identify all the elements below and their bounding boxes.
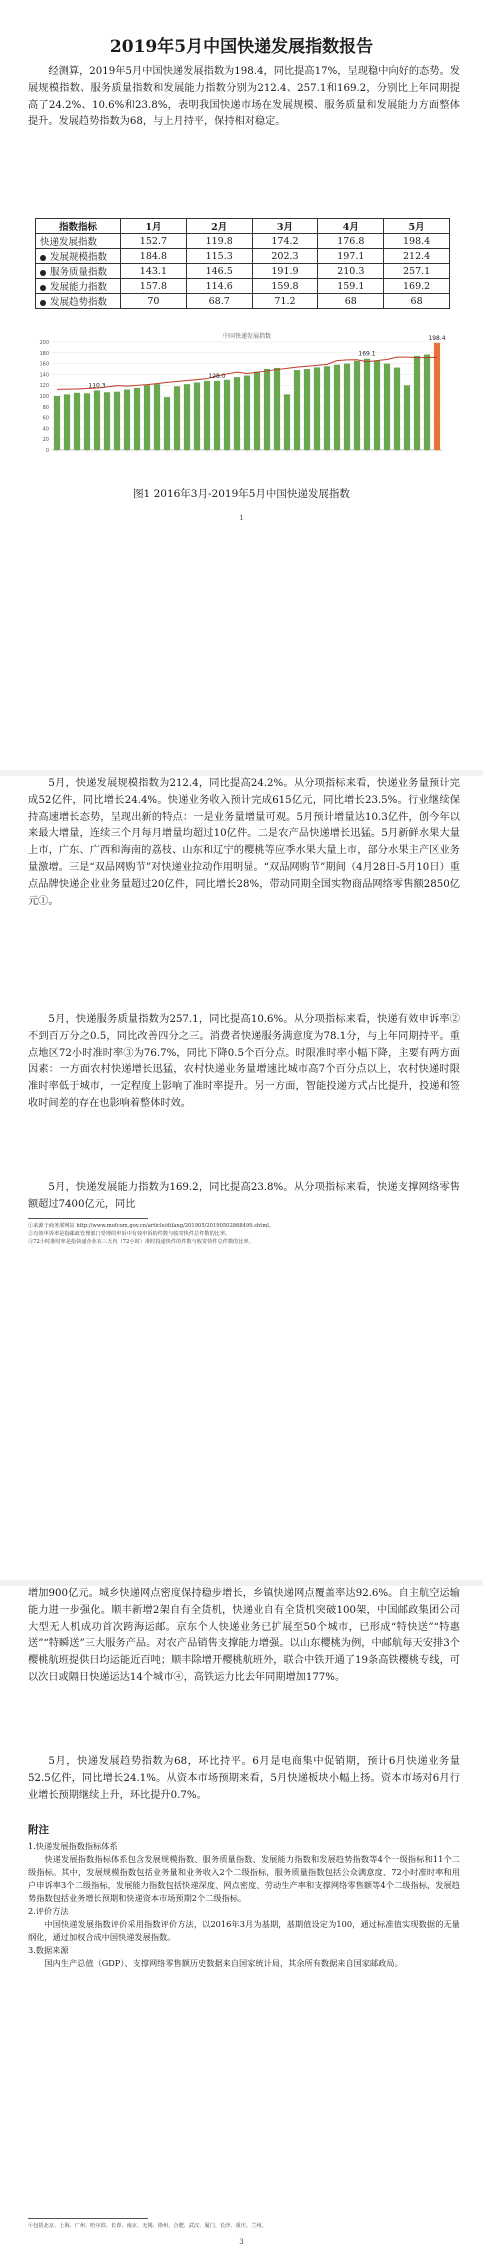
chart-bar [204, 381, 210, 450]
index-value-cell: 257.1 [384, 264, 450, 279]
index-value-cell: 159.1 [318, 279, 384, 294]
index-table-row [36, 249, 450, 264]
chart-bar [284, 394, 290, 450]
intro-paragraph: 经测算，2019年5月中国快递发展指数为198.4，同比提高17%，呈现稳中向好的态势。发展规模指数、服务质量指数和发展能力指数分别为212.4、257.1和169.2，分别比上年同期提高了24.2%、10.6%和23.8%，表明我国快递市场在发展规模、服务质量和发展能力方面整体提升。发展趋势指数为68，与上月持平，保持相对稳定。 [28, 66, 460, 128]
figure-caption: 图1 2016年3月-2019年5月中国快递发展指数 [133, 488, 350, 500]
quality-paragraph: 5月，快递服务质量指数为257.1，同比提高10.6%。从分项指标来看，快递有效申诉率②不到百万分之0.5，同比改善四分之三。消费者快递服务满意度为78.1分，与上年同期持平。重点地区72小时准时率③为76.7%，同比下降0.5个百分点。时限准时率小幅下降，主要有两方面因素：一方面农村快递增长迅猛，农村快递业务量增速比城市高7个百分点以上，农村快递时限准时率低于城市，一定程度上影响了准时率提升。另一方面，智能投递方式占比提升，投递和签收时间差的存在也影响着整体时效。 [28, 1014, 460, 1109]
footnote-4: ④包括北京、上海、广州、哈尔滨、长春、南京、无锡、徐州、合肥、武汉、厦门、长沙、重庆、兰州。 [28, 2223, 267, 2229]
chart-bar [324, 366, 330, 450]
chart-bar [374, 361, 380, 450]
chart-bar [364, 359, 370, 450]
index-value-cell: 71.2 [252, 294, 318, 309]
y-tick-label: 180 [39, 350, 49, 357]
index-value-cell: 68 [384, 294, 450, 309]
index-value-cell: 146.5 [186, 264, 252, 279]
bullet-icon [40, 300, 46, 306]
report-page-2 [0, 776, 483, 1580]
capability-paragraph: 5月，快递发展能力指数为169.2，同比提高23.8%。从分项指标来看，快递支撑网络零售额超过7400亿元，同比 [28, 1182, 460, 1210]
chart-bar [344, 364, 350, 450]
index-name-cell [36, 294, 121, 309]
chart-bar [394, 368, 400, 450]
chart-bar [404, 385, 410, 450]
appendix-body [28, 1840, 460, 1970]
index-value-cell: 210.3 [318, 264, 384, 279]
chart-bar [424, 355, 430, 450]
report-page-1 [0, 0, 483, 770]
chart-bar [114, 392, 120, 450]
chart-bar [234, 377, 240, 450]
data-label: 198.4 [428, 334, 446, 342]
index-value-cell: 191.9 [252, 264, 318, 279]
chart-bar [134, 388, 140, 450]
chart-bar [264, 369, 270, 450]
page-number: 3 [239, 2238, 244, 2246]
index-value-cell: 68.7 [186, 294, 252, 309]
y-tick-label: 100 [39, 394, 49, 400]
index-table-header [36, 219, 450, 234]
index-name: 快递发展指数 [40, 237, 98, 248]
index-value-cell: 198.4 [384, 234, 450, 249]
capability-continued-paragraph: 增加900亿元。城乡快递网点密度保持稳步增长，乡镇快递网点覆盖率达92.6%。自主航空运输能力进一步强化。顺丰新增2架自有全货机，快递业自有全货机突破100架，中国邮政集团公司大型无人机成功首次跨海运邮。京东个人快递业务已扩展至50个城市，已形成“特快送”“特惠送”“特瞬送”三大服务产品。对农产品销售支撑能力增强。以山东樱桃为例，中邮航每天安排3个樱桃航班提供日均运能近百吨；顺丰除增开樱桃航班外，联合中铁开通了19条高铁樱桃专线，可以次日或隔日快递运达14个城市④，高铁运力比去年同期增加177%。 [28, 1588, 460, 1683]
index-value-cell: 202.3 [252, 249, 318, 264]
appendix-paragraph: 国内生产总值（GDP）、支撑网络零售额历史数据来自国家统计局，其余所有数据来自国家邮政局。 [44, 1958, 403, 1968]
chart-bar [164, 397, 170, 450]
chart-bar [174, 386, 180, 450]
header-indicator: 指数指标 [36, 219, 121, 234]
index-table [35, 218, 450, 309]
header-mar: 3月 [252, 219, 318, 234]
chart-bar [184, 384, 190, 450]
index-name: 发展趋势指数 [50, 297, 108, 308]
index-value-cell: 68 [318, 294, 384, 309]
index-value-cell: 157.8 [121, 279, 187, 294]
y-tick-label: 200 [39, 340, 49, 346]
index-name-cell [36, 234, 121, 249]
footnote-rule [28, 1218, 148, 1219]
footnote-rule [28, 2218, 148, 2219]
y-tick-label: 0 [45, 448, 49, 454]
data-label: 128.0 [208, 372, 226, 380]
chart-bar [304, 369, 310, 450]
y-tick-label: 120 [39, 383, 49, 390]
header-may: 5月 [384, 219, 450, 234]
chart-bar [64, 394, 70, 450]
report-title: 2019年5月中国快递发展指数报告 [109, 37, 374, 57]
index-value-cell: 143.1 [121, 264, 187, 279]
index-table-row [36, 279, 450, 294]
scale-paragraph: 5月，快递发展规模指数为212.4，同比提高24.2%。从分项指标来看，快递业务量预计完成52亿件，同比增长24.4%。快递业务收入预计完成615亿元，同比增长23.5%。行业继续保持高速增长态势，呈现出新的特点：一是业务量增量可观。5月预计增量达10.3亿件，创今年以来最大增量，连续三个月每月增量均超过10亿件。二是农产品快递增长迅猛。5月新鲜水果大量上市，广东、广西和海南的荔枝、山东和辽宁的樱桃等应季水果大量上市，部分水果主产区业务量激增。三是“双品网购节”对快递业拉动作用明显。“双品网购节”期间（4月28日-5月10日）重点品牌快递企业业务量超过20亿件，同比增长28%，带动同期全国实物商品网络零售额2850亿元①。 [28, 778, 460, 907]
chart-bar [334, 365, 340, 450]
chart-bar [124, 390, 130, 450]
y-tick-label: 160 [39, 361, 49, 368]
index-value-cell: 159.8 [252, 279, 318, 294]
bullet-icon [40, 255, 46, 261]
chart-bar [384, 364, 390, 450]
trend-paragraph: 5月，快递发展趋势指数为68，环比持平。6月是电商集中促销期，预计6月快递业务量52.5亿件，同比增长24.1%。从资本市场预期来看，5月快递板块小幅上扬。资本市场对6月行业增长预期继续上升，环比提升0.7%。 [28, 1756, 460, 1801]
index-name: 发展规模指数 [50, 252, 108, 263]
page-number: 1 [239, 514, 244, 522]
index-value-cell: 174.2 [252, 234, 318, 249]
chart-bar [434, 343, 440, 450]
chart-bar [244, 375, 250, 450]
y-tick-label: 40 [42, 426, 49, 433]
chart-bar [154, 384, 160, 450]
appendix-paragraph: 快递发展指数指标体系包含发展规模指数、服务质量指数、发展能力指数和发展趋势指数等4个一级指标和11个二级指标。其中，发展规模指数包括业务量和业务收入2个二级指标，服务质量指数包括公众满意度、72小时准时率和用户申诉率3个二级指标，发展能力指数包括快递深度、网点密度、劳动生产率和支撑网络零售额等4个二级指标，发展趋势指数包括业务增长预期和快递资本市场预期2个二级指标。 [28, 1854, 460, 1903]
chart-bar [94, 390, 100, 450]
index-table-row [36, 264, 450, 279]
chart-bar [254, 372, 260, 450]
appendix-heading: 2.评价方法 [28, 1906, 69, 1916]
data-label: 110.3 [88, 382, 106, 390]
chart-bar [144, 385, 150, 450]
index-value-cell: 184.8 [121, 249, 187, 264]
chart-bar [224, 380, 230, 450]
index-name: 服务质量指数 [50, 267, 108, 278]
index-value-cell: 119.8 [186, 234, 252, 249]
y-tick-label: 60 [42, 415, 49, 422]
chart-bar [294, 370, 300, 450]
index-value-cell: 114.6 [186, 279, 252, 294]
footnote-1: ①来源于商务部网站 http://www.mofcom.gov.cn/article/difang/201905/20190502868499.shtml。 [28, 1223, 275, 1229]
footnote-3: ③72小时准时率是指快递企业在三天内（72小时）准时投递快件的件数与收寄快件总件数的比率。 [28, 1239, 254, 1245]
bullet-icon [40, 285, 46, 291]
header-feb: 2月 [186, 219, 252, 234]
index-value-cell: 212.4 [384, 249, 450, 264]
index-name-cell [36, 249, 121, 264]
appendix-heading: 3.数据来源 [28, 1945, 69, 1955]
chart-bar [104, 392, 110, 450]
bullet-icon [40, 270, 46, 276]
index-value-cell: 152.7 [121, 234, 187, 249]
chart-title: 中国快递发展指数 [222, 333, 272, 340]
chart-bar [214, 381, 220, 450]
chart-bar [74, 393, 80, 450]
data-label: 169.1 [358, 350, 376, 358]
appendix-title: 附注 [28, 1824, 49, 1836]
appendix-paragraph: 中国快递发展指数评价采用指数评价方法，以2016年3月为基期，基期值设定为100，通过标准值实现数据的无量纲化，通过加权合成中国快递发展指数。 [28, 1919, 460, 1942]
appendix-heading: 1.快递发展指数指标体系 [28, 1841, 118, 1851]
chart-bar [354, 361, 360, 450]
index-name-cell [36, 279, 121, 294]
header-apr: 4月 [318, 219, 384, 234]
index-table-row [36, 294, 450, 309]
index-table-row [36, 234, 450, 249]
chart-bar [274, 368, 280, 450]
chart-bar [314, 367, 320, 450]
chart-bar [194, 383, 200, 451]
y-tick-label: 140 [39, 372, 49, 379]
express-index-chart [30, 330, 450, 470]
report-page-3 [0, 1586, 483, 2254]
index-value-cell: 176.8 [318, 234, 384, 249]
index-value-cell: 70 [121, 294, 187, 309]
index-name-cell [36, 264, 121, 279]
index-value-cell: 197.1 [318, 249, 384, 264]
chart-bar [414, 356, 420, 450]
index-name: 发展能力指数 [50, 282, 108, 293]
index-value-cell: 169.2 [384, 279, 450, 294]
chart-bar [84, 393, 90, 450]
y-tick-label: 20 [42, 437, 49, 444]
footnote-2: ②有效申诉率是指邮政管理部门受理的申诉中有效申诉的件数与收寄快件总件数的比率。 [28, 1231, 231, 1237]
header-jan: 1月 [121, 219, 187, 234]
chart-bar [54, 396, 60, 450]
y-tick-label: 80 [42, 404, 49, 411]
index-value-cell: 115.3 [186, 249, 252, 264]
